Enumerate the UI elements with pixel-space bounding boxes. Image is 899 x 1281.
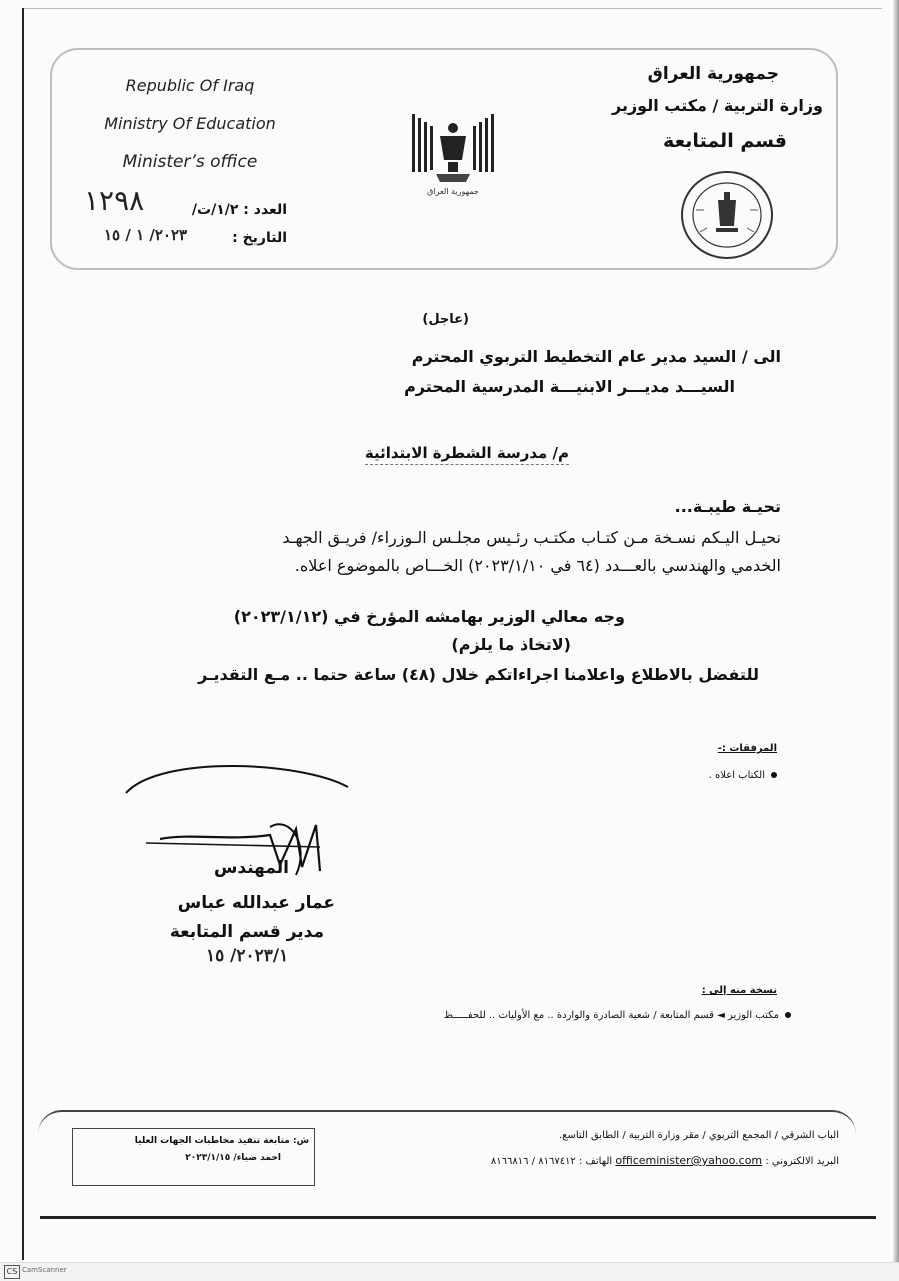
- svg-text:جمهورية العراق: جمهورية العراق: [427, 187, 479, 196]
- addressee-line-1: الى / السيد مدير عام التخطيط التربوي المحترم: [411, 347, 781, 366]
- urgent-marker: (عاجل): [422, 312, 469, 327]
- camscanner-caption: CamScanner: [22, 1266, 67, 1274]
- footer-phone: ٨١٦٧٤١٢ / ٨١٦٦٨١٦: [490, 1156, 576, 1167]
- reference-number-label: العدد : ١/٢/ت/: [191, 202, 287, 218]
- directive-line-1: وجه معالي الوزير بهامشه المؤرخ في (٢٠٢٣/١/١٢): [233, 607, 625, 626]
- addressee-line-2: السيـــد مديـــر الابنيـــة المدرسية المحترم: [404, 377, 735, 396]
- directive-line-2: (لاتخاذ ما يلزم): [451, 635, 571, 654]
- footer-address: الباب الشرقي / المجمع التربوي / مقر وزارة التربية / الطابق التاسع.: [559, 1130, 839, 1141]
- header-ar-ministry: وزارة التربية / مكتب الوزير: [611, 96, 823, 115]
- signature-position: مدير قسم المتابعة: [169, 922, 324, 942]
- date-label: التاريخ :: [232, 230, 287, 246]
- greeting: تحيـة طيبـة...: [674, 497, 781, 516]
- copies-label: نسخة منه إلى :: [701, 985, 777, 996]
- page-top-edge: [22, 8, 882, 9]
- camscanner-logo-icon: CS: [4, 1265, 20, 1279]
- footer-contact: [339, 1154, 839, 1167]
- bullet-icon: [771, 772, 777, 778]
- scanner-strip: [0, 1262, 899, 1281]
- footer-email-link[interactable]: officeminister@yahoo.com: [615, 1154, 763, 1167]
- directive-line-3: للتفضل بالاطلاع واعلامنا اجراءاتكم خلال (٤٨) ساعة حتما .. مـع التقديـر: [198, 665, 759, 684]
- signature-name: عمار عبدالله عباس: [177, 893, 335, 913]
- body-line-1: نحيـل اليـكم نسـخة مـن كتـاب مكتـب رئـيس مجلـس الـوزراء/ فريـق الجهـد: [282, 528, 781, 547]
- iraq-emblem-icon: [410, 108, 496, 198]
- date-handwritten: ٢٠٢٣/ ١ / ١٥: [104, 226, 188, 244]
- copies-item: مكتب الوزير ◄ قسم المتابعة / شعبة الصادرة والواردة .. مع الأوليات .. للحفـــــظ: [444, 1010, 791, 1021]
- header-ar-country: جمهورية العراق: [647, 64, 779, 84]
- attachments-label: المرفقات :-: [717, 743, 777, 754]
- header-ar-department: قسم المتابعة: [663, 130, 787, 152]
- page-left-edge: [22, 8, 24, 1260]
- header-en-office: Minister’s office: [122, 152, 258, 172]
- handling-note-line-1: ش: متابعة تنفيذ مخاطبات الجهات العليا: [134, 1136, 309, 1146]
- ministry-seal-icon: [680, 170, 774, 260]
- footer-bottom-rule: [40, 1216, 876, 1219]
- signature-title: المهندس: [213, 858, 289, 878]
- attachment-item: الكتاب اعلاه .: [709, 770, 777, 781]
- email-label: البريد الالكتروني :: [765, 1156, 839, 1167]
- phone-label: الهاتف :: [579, 1156, 613, 1167]
- subject-line: م/ مدرسة الشطرة الابتدائية: [365, 444, 569, 465]
- reference-number-handwritten: ١٢٩٨: [84, 184, 145, 217]
- bullet-icon: [785, 1012, 791, 1018]
- handling-note-line-2: احمد ضياء/ ٢٠٢٣/١/١٥: [185, 1153, 281, 1163]
- header-en-ministry: Ministry Of Education: [104, 114, 276, 133]
- header-en-country: Republic Of Iraq: [125, 76, 255, 95]
- page-right-shadow: [893, 0, 899, 1280]
- signature-date: ٢٠٢٣/١/ ١٥: [206, 946, 289, 966]
- body-line-2: الخدمي والهندسي بالعـــدد (٦٤ في ٢٠٢٣/١/١٠) الخـــاص بالموضوع اعلاه.: [294, 556, 781, 575]
